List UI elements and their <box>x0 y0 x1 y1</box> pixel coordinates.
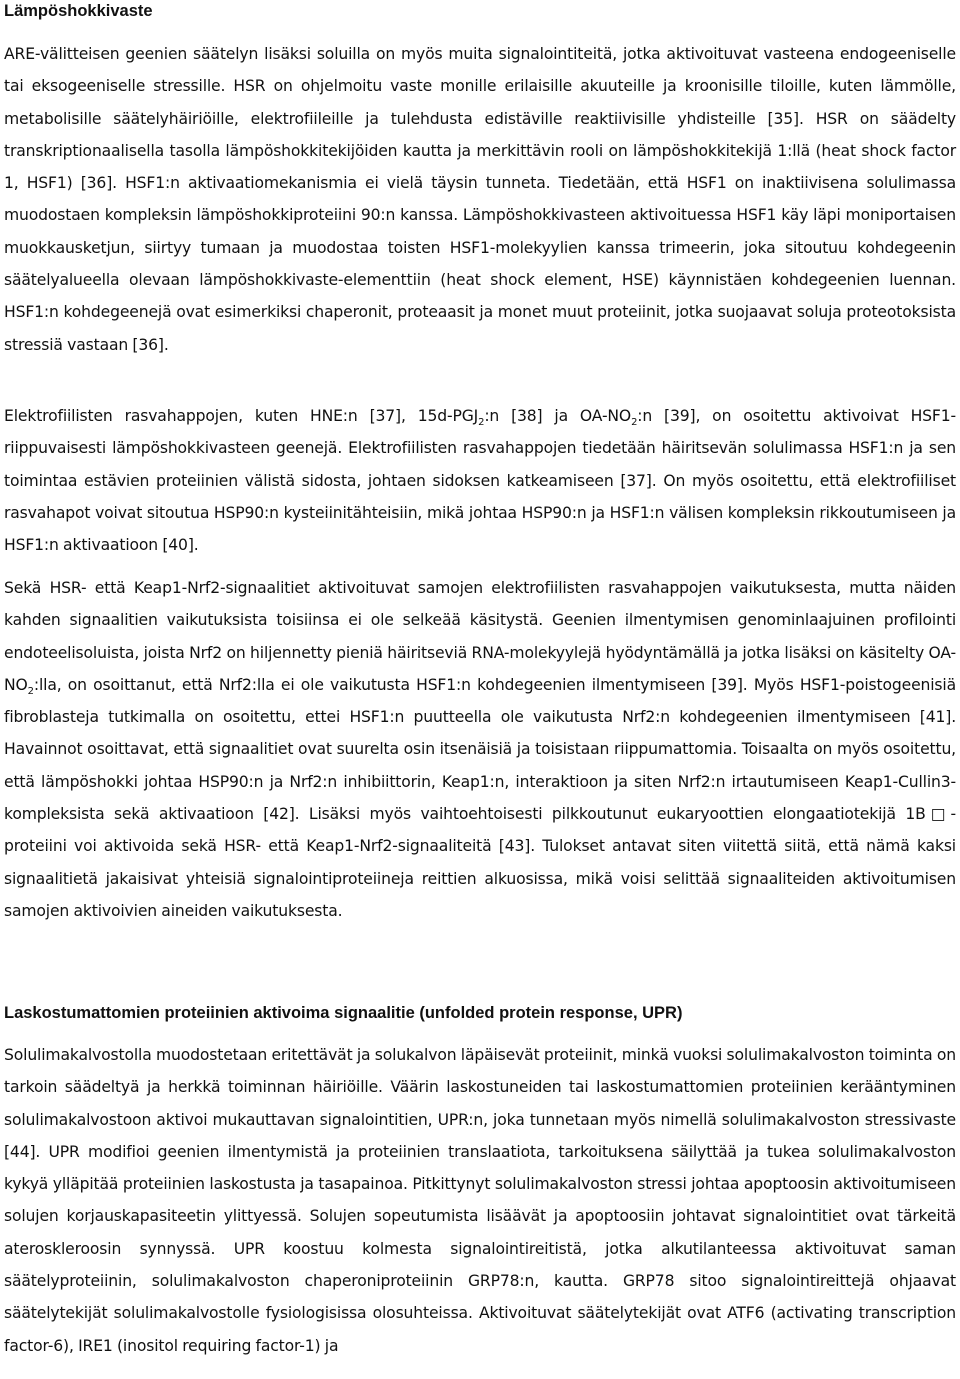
section-heading-heat-shock-response: Lämpöshokkivaste <box>4 2 153 20</box>
paragraph-heat-shock-intro: ARE-välitteisen geenien säätelyn lisäksi soluilla on myös muita signalointiteitä, jotka aktivoituvat vasteena endogeeniselle tai eksogeeniselle stressille. HSR on ohjelmoitu vaste monille erilaisille akuuteille ja kroonisille tiloille, kuten lämmölle, metabolisille säätelyhäiriöille, elektrofiileille ja tulehdusta edistäville reaktiivisille yhdisteille [35]. HSR on säädelty transkriptionaalisella tasolla lämpöshokkitekijöiden kautta ja merkittävin rooli on lämpöshokkitekijä 1:llä (heat shock factor 1, HSF1) [36]. HSF1:n aktivaatiomekanismia ei vielä täysin tunneta. Tiedetään, että HSF1 on inaktiivisena solulimassa muodostaen kompleksin lämpöshokkiproteiini 90:n kanssa. Lämpöshokkivasteen aktivoituessa HSF1 käy läpi moniportaisen muokkausketjun, siirtyy tumaan ja muodostaa toisten HSF1-molekyylien kanssa trimeerin, joka sitoutuu kohdegeenin säätelyalueella olevaan lämpöshokkivaste-elementtiin (heat shock element, HSE) käynnistäen kohdegeenien luennan. HSF1:n kohdegeenejä ovat esimerkiksi chaperonit, proteaasit ja monet muut proteiinit, jotka suojaavat soluja proteotoksista stressiä vastaan [36]. <box>4 45 956 354</box>
subscript: 2 <box>27 686 34 697</box>
paragraph-text-segment: Elektrofiilisten rasvahappojen, kuten HNE:n [37], 15d-PGJ <box>4 407 479 425</box>
paragraph-text-segment: :n [39], on osoitettu aktivoivat HSF1-riippuvaisesti lämpöshokkivasteen geenejä. Elektrofiilisten rasvahappojen tiedetään häiritsevän solulimassa HSF1:n ja sen toimintaa estävien proteiinien välistä sidosta, johtaen sidoksen katkeamiseen [37]. On myös osoitettu, että elektrofiiliset rasvahapot voivat sitoutua HSP90:n kysteiinitähteisiin, mikä johtaa HSP90:n ja HSF1:n välisen kompleksin rikkoutumiseen ja HSF1:n aktivaatioon [40]. <box>4 407 956 555</box>
section-heading-upr: Laskostumattomien proteiinien aktivoima signaalitie (unfolded protein response, UPR) <box>4 1004 683 1022</box>
paragraph-hsr-nrf2-crosstalk <box>4 572 956 927</box>
paragraph-text-segment: Sekä HSR- että Keap1-Nrf2-signaalitiet aktivoituvat samojen elektrofiilisten rasvahappojen vaikutuksesta, mutta näiden kahden signaalitien vaikutuksista toisiinsa ei ole selkeää käsitystä. Geenien ilmentymisen genominlaajuinen profilointi endoteelisoluista, joista Nrf2 on hiljennetty pieniä häiritseviä RNA-molekyylejä hyödyntämällä ja jotka lisäksi on käsitelty OA-NO <box>4 579 956 694</box>
subscript: 2 <box>631 417 638 429</box>
paragraph-upr-intro: Solulimakalvostolla muodostetaan eritettävät ja solukalvon läpäisevät proteiinit, minkä vuoksi solulimakalvoston toiminta on tarkoin säädeltyä ja herkkä toiminnan häiriöille. Väärin laskostuneiden tai laskostumattomien proteiinien kerääntyminen solulimakalvostoon aktivoi mukauttavan signalointitien, UPR:n, joka tunnetaan myös nimellä solulimakalvoston stressivaste [44]. UPR modifioi geenien ilmentymistä ja proteiinien translaatiota, tarkoituksena säilyttää ja tukea solulimakalvoston kykyä ylläpitää proteiinien laskostusta ja tasapainoa. Pitkittynyt solulimakalvoston stressi johtaa apoptoosin aktivoitumiseen solujen korjauskapasiteetin ylittyessä. Solujen sopeutumista lisäävät ja apoptoosiin johtavat signalointitiet ovat tärkeitä ateroskleroosin synnyssä. UPR koostuu kolmesta signalointireitistä, jotka alkutilanteessa aktivoituvat saman säätelyproteiinin, solulimakalvoston chaperoniproteiinin GRP78:n, kautta. GRP78 sitoo signalointireittejä ohjaavat säätelytekijät solulimakalvostolle fysiologisissa olosuhteissa. Aktivoituvat säätelytekijät ovat ATF6 (activating transcription factor-6), IRE1 (inositol requiring factor-1) ja <box>4 1046 956 1355</box>
paragraph-electrophilic-fatty-acids <box>4 400 956 561</box>
subscript: 2 <box>478 417 485 429</box>
paragraph-text-segment: :n [38] ja OA-NO <box>484 407 632 425</box>
paragraph-text-segment: :lla, on osoittanut, että Nrf2:lla ei ole vaikutusta HSF1:n kohdegeenien ilmentymiseen [39]. Myös HSF1-poistogeenisiä fibroblasteja tutkimalla on osoitettu, ettei HSF1:n puutteella ole vaikutusta Nrf2:n kohdegeenien ilmentymiseen [41]. Havainnot osoittavat, että signaalitiet ovat suurelta osin itsenäisiä ja toisistaan riippumattomia. Toisaalta on myös osoitettu, että lämpöshokki johtaa HSP90:n ja Nrf2:n inhibiittorin, Keap1:n, interaktioon ja siten Nrf2:n irtautumiseen Keap1-Cullin3-kompleksista sekä aktivaatioon [42]. Lisäksi myös vaihtoehtoisesti pilkkoutunut eukaryoottien elongaatiotekijä 1B□-proteiini voi aktivoida sekä HSR- että Keap1-Nrf2-signaaliteitä [43]. Tulokset antavat siten viitettä siitä, että nämä kaksi signaalitietä jakaisivat yhteisiä signalointiproteiineja reittien alkuosissa, mikä voisi selittää signaaliteiden aktivoitumisen samojen aktivoivien aineiden vaikutuksesta. <box>4 675 956 920</box>
